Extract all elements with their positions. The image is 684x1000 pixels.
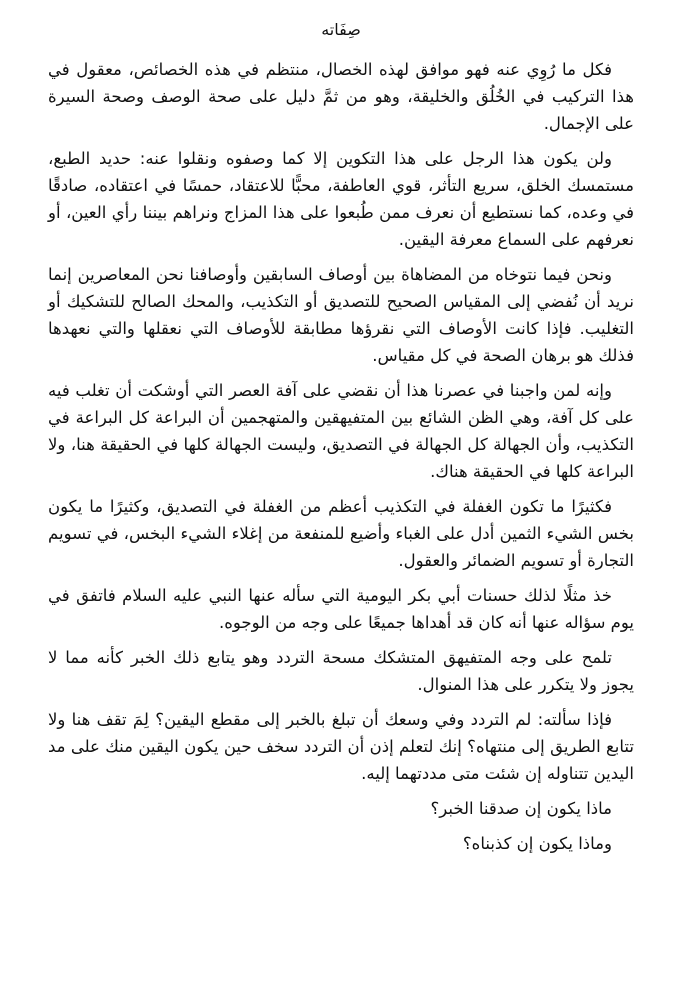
paragraph-7: تلمح على وجه المتفيهق المتشكك مسحة التردد وهو يتابع ذلك الخبر كأنه مما لا يجوز ولا يتكرر على هذا المنوال.	[48, 648, 634, 694]
paragraph-3: ونحن فيما نتوخاه من المضاهاة بين أوصاف السابقين وأوصافنا نحن المعاصرين إنما نريد أن نُفضي إلى المقياس الصحيح للتصديق أو التكذيب، والمحك الصالح للتشكيك أو التغليب. فإذا كانت الأوصاف التي نقرؤها مطابقة للأوصاف التي نعقلها والتي نعهدها فذلك هو برهان الصحة في كل مقياس.	[48, 265, 634, 365]
paragraph-6: خذ مثلًا لذلك حسنات أبي بكر اليومية التي سأله عنها النبي عليه السلام فاتفق في يوم سؤاله عنها أنه كان قد أهداها جميعًا على وجه من الوجوه.	[48, 586, 634, 632]
paragraph-2: ولن يكون هذا الرجل على هذا التكوين إلا كما وصفوه ونقلوا عنه: حديد الطبع، مستمسك الخلق، سريع التأثر، قوي العاطفة، محبًّا للاعتقاد، حمسًا في اعتقاده، صادقًا في وعده، كما نستطيع أن نعرف ممن طُبعوا على هذا المزاج ونراهم بيننا رأي العين، أو نعرفهم على السماع معرفة اليقين.	[48, 149, 634, 249]
body-text	[48, 56, 634, 857]
paragraph-4: وإنه لمن واجبنا في عصرنا هذا أن نقضي على آفة العصر التي أوشكت أن تغلب فيه على كل آفة، وهي الظن الشائع بين المتفيهقين والمتهجمين أن البراعة كل البراعة في التكذيب، وأن الجهالة كل الجهالة في التصديق، وليست الجهالة كلها في الحقيقة هنا، ولا البراعة كلها في الحقيقة هناك.	[48, 381, 634, 481]
question-line-1: ماذا يكون إن صدقنا الخبر؟	[430, 799, 612, 818]
question-line-2: وماذا يكون إن كذبناه؟	[462, 834, 612, 853]
running-head: صِفَاته	[321, 20, 361, 39]
paragraph-8: فإذا سألته: لم التردد وفي وسعك أن تبلغ بالخبر إلى مقطع اليقين؟ لِمَ تقف هنا ولا تتابع الطريق إلى منتهاه؟ إنك لتعلم إذن أن التردد سخف حين يكون اليقين منك على مد اليدين تتناوله إن شئت متى مددتهما إليه.	[48, 710, 634, 783]
paragraph-5: فكثيرًا ما تكون الغفلة في التكذيب أعظم من الغفلة في التصديق، وكثيرًا ما يكون بخس الشيء الثمين أدل على الغباء وأضيع للمنفعة من إغلاء الشيء البخس، في تسويم التجارة أو تسويم الضمائر والعقول.	[48, 497, 634, 570]
paragraph-1: فكل ما رُوِي عنه فهو موافق لهذه الخصال، منتظم في هذه الخصائص، معقول في هذا التركيب في الخُلُق والخليقة، وهو من ثمَّ دليل على صحة الوصف وصحة السيرة على الإجمال.	[48, 60, 634, 133]
